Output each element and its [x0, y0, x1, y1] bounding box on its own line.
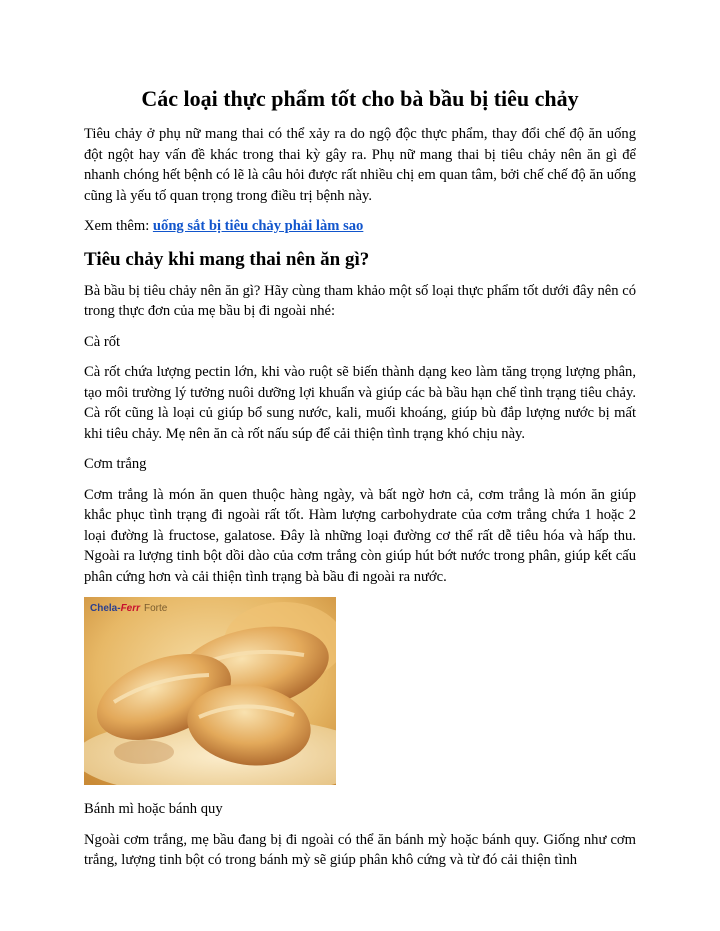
- food-text-carrot: Cà rốt chứa lượng pectin lớn, khi vào ruột sẽ biến thành dạng keo làm tăng trọng lượng phân, tạo môi trường lý tưởng nuôi dưỡng lợi khuẩn và giúp các bà bầu hạn chế tình trạng tiêu chảy. Cà rốt cũng là loại củ giúp bổ sung nước, kali, muối khoáng, giúp bù đắp lượng nước bị mất khi tiêu chảy. Mẹ nên ăn cà rốt nấu súp để cải thiện tình trạng khó chịu này.: [84, 364, 636, 442]
- see-also-prefix: Xem thêm:: [84, 218, 153, 234]
- brand-logo: Chela-Ferr Forte: [90, 603, 168, 614]
- food-text-white-rice: Cơm trắng là món ăn quen thuộc hàng ngày, và bất ngờ hơn cả, cơm trắng là món ăn giúp khắc phục tình trạng đi ngoài rất tốt. Hàm lượng carbohydrate của cơm trắng chứa 1 hoặc 2 loại đường là fructose, galatose. Đây là những loại đường cơ thể rất dễ tiêu hóa và hấp thu. Ngoài ra lượng tinh bột dồi dào của cơm trắng còn giúp hút bớt nước trong phân, giúp kết cấu phân cứng hơn và cải thiện tình trạng bà bầu đi ngoài ra nước.: [84, 486, 636, 585]
- document-title: Các loại thực phẩm tốt cho bà bầu bị tiêu chảy: [141, 86, 579, 111]
- food-heading-carrot: Cà rốt: [84, 333, 121, 350]
- section-intro-paragraph: Bà bầu bị tiêu chảy nên ăn gì? Hãy cùng tham khảo một số loại thực phẩm tốt dưới đây nên có trong thực đơn của mẹ bầu bị đi ngoài nhé:: [84, 282, 636, 319]
- see-also-link[interactable]: uống sắt bị tiêu chảy phải làm sao: [152, 218, 364, 234]
- food-heading-bread: Bánh mì hoặc bánh quy: [84, 801, 223, 817]
- bread-image: [84, 597, 336, 785]
- see-also-line: [84, 216, 636, 237]
- intro-paragraph: Tiêu chảy ở phụ nữ mang thai có thể xảy ra do ngộ độc thực phẩm, thay đổi chế độ ăn uống đột ngột hay vấn đề khác trong thai kỳ gây ra. Phụ nữ mang thai bị tiêu chảy nên ăn gì để nhanh chóng hết bệnh có lẽ là câu hỏi được rất nhiều chị em quan tâm, bởi chế chế độ ăn uống cũng là yếu tố quan trọng trong điều trị bệnh này.: [84, 126, 636, 204]
- bread-illustration: [84, 597, 336, 785]
- section-heading: Tiêu chảy khi mang thai nên ăn gì?: [84, 248, 370, 270]
- food-heading-white-rice: Cơm trắng: [84, 456, 147, 472]
- food-text-bread: Ngoài cơm trắng, mẹ bầu đang bị đi ngoài có thể ăn bánh mỳ hoặc bánh quy. Giống như cơm trắng, lượng tinh bột có trong bánh mỳ sẽ giúp phân khô cứng và từ đó cải thiện tình: [84, 831, 636, 868]
